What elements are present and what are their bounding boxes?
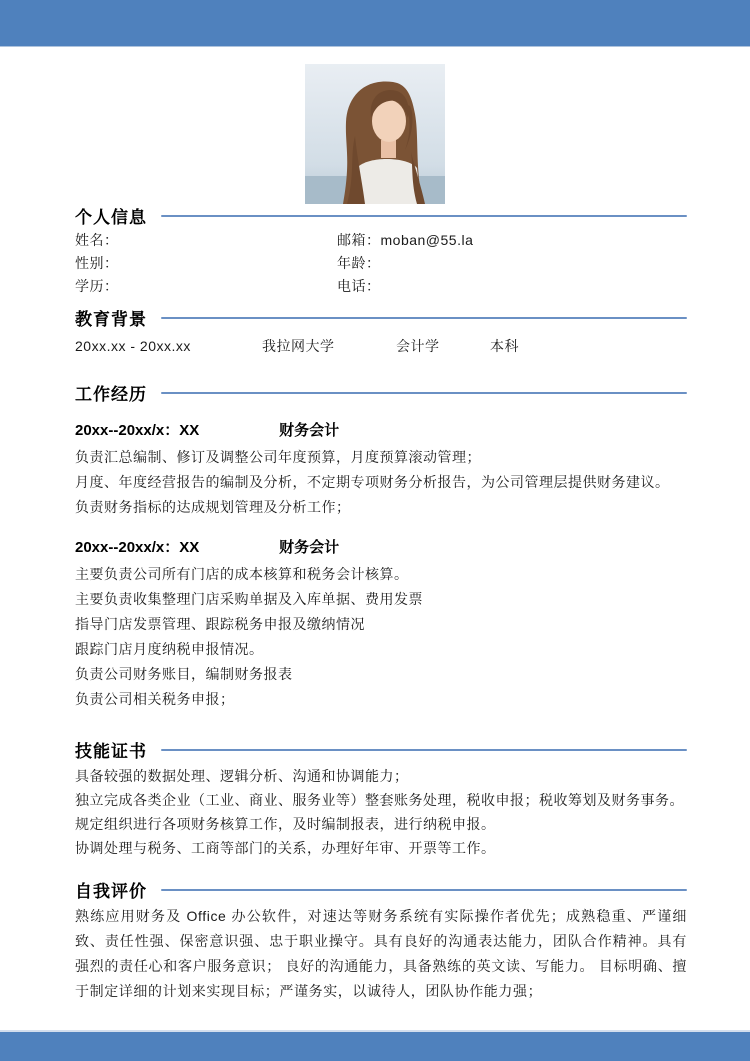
section-rule-line [161,317,687,319]
job-period: 20xx--20xx/x：XX [75,422,200,439]
job-entry [75,536,687,712]
section-title: 教育背景 [75,309,147,329]
duty-line: 跟踪门店月度纳税申报情况。 [75,641,264,657]
info-field-degree [75,275,337,298]
job-header [75,419,687,443]
section-title: 工作经历 [75,384,147,404]
info-field-name [75,229,337,252]
section-skills [0,738,750,860]
skill-line: 具备较强的数据处理、逻辑分析、沟通和协调能力； [75,768,409,784]
duty-line: 负责公司相关税务申报； [75,691,235,707]
job-entry [75,419,687,520]
section-header [75,381,687,403]
section-title: 自我评价 [75,881,147,901]
field-label: 性别： [75,255,119,271]
job-period: 20xx--20xx/x：XX [75,539,200,556]
education-degree: 本科 [490,338,519,354]
info-field-gender [75,252,337,275]
self-evaluation-text: 熟练应用财务及 Office 办公软件，对速达等财务系统有实际操作者优先；成熟稳重、严谨细致、责任性强、保密意识强、忠于职业操守。具有良好的沟通表达能力，团队合作精神。具有强烈的责任心和客户服务意识； 良好的沟通能力，具备熟练的英文读、写能力。 目标明确、擅于制定详细的计划来实现目标；严谨务实，以诚待人，团队协作能力强； [75,908,687,999]
duty-line: 负责汇总编制、修订及调整公司年度预算，月度预算滚动管理； [75,449,481,465]
field-label: 电话： [337,278,381,294]
photo-row [0,64,750,204]
section-self-evaluation [0,878,750,1004]
education-school: 我拉网大学 [262,338,335,354]
section-work-experience [0,381,750,712]
section-header [75,878,687,900]
section-title: 个人信息 [75,207,147,227]
top-banner-bar [0,0,750,47]
job-title: 财务会计 [279,422,340,439]
field-label: 姓名： [75,232,119,248]
info-field-phone [337,275,687,298]
duty-line: 月度、年度经营报告的编制及分析，不定期专项财务分析报告，为公司管理层提供财务建议。 [75,474,670,490]
info-field-age [337,252,687,275]
info-field-email [337,229,687,252]
field-label: 邮箱： [337,232,381,248]
section-rule-line [161,392,687,394]
field-value: moban@55.la [380,232,474,248]
education-entry [75,335,687,357]
section-title: 技能证书 [75,741,147,761]
section-rule-line [161,215,687,217]
personal-info-grid [75,229,687,298]
section-education [0,306,750,357]
skill-line: 协调处理与税务、工商等部门的关系，办理好年审、开票等工作。 [75,840,496,856]
duty-line: 指导门店发票管理、跟踪税务申报及缴纳情况 [75,616,365,632]
job-title: 财务会计 [279,539,340,556]
section-header [75,306,687,328]
skill-line: 独立完成各类企业（工业、商业、服务业等）整套账务处理，税收申报；税收筹划及财务事务。 [75,792,684,808]
section-header [75,204,687,226]
field-label: 年龄： [337,255,381,271]
education-major: 会计学 [396,338,440,354]
job-header [75,536,687,560]
duty-line: 主要负责公司所有门店的成本核算和税务会计核算。 [75,566,409,582]
skill-line: 规定组织进行各项财务核算工作，及时编制报表，进行纳税申报。 [75,816,496,832]
field-label: 学历： [75,278,119,294]
job-duties [75,445,687,520]
duty-line: 负责公司财务账目，编制财务报表 [75,666,293,682]
profile-photo [305,64,445,204]
section-rule-line [161,749,687,751]
education-period: 20xx.xx - 20xx.xx [75,338,191,354]
section-rule-line [161,889,687,891]
section-personal-info [0,204,750,298]
job-duties [75,562,687,712]
section-header [75,738,687,760]
bottom-banner-bar [0,1030,750,1061]
duty-line: 负责财务指标的达成规划管理及分析工作； [75,499,351,515]
skill-list [75,764,687,860]
duty-line: 主要负责收集整理门店采购单据及入库单据、费用发票 [75,591,423,607]
